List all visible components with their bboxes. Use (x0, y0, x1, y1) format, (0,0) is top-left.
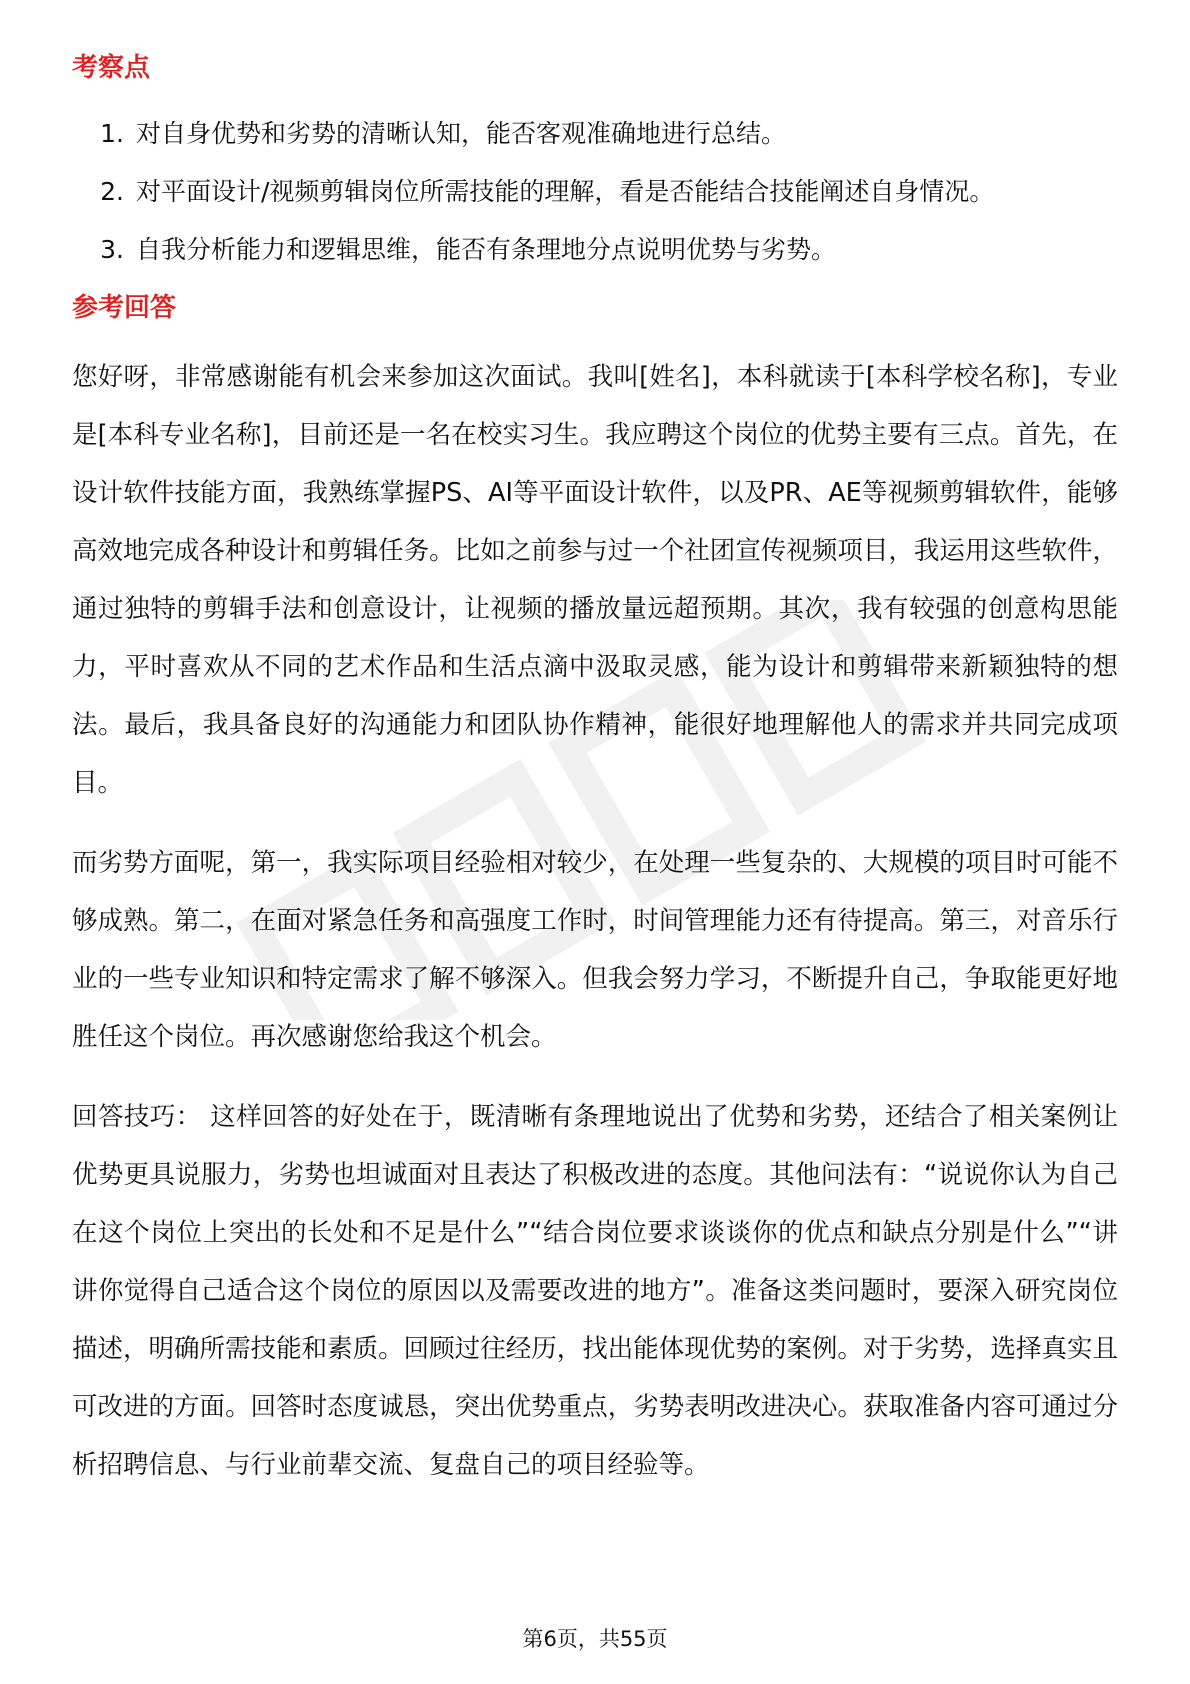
list-number: 3. (100, 235, 124, 264)
list-text: 自我分析能力和逻辑思维，能否有条理地分点说明优势与劣势。 (136, 235, 837, 264)
answer-paragraph-strengths: 您好呀，非常感谢能有机会来参加这次面试。我叫[姓名]，本科就读于[本科学校名称]，专业是[本科专业名称]，目前还是一名在校实习生。我应聘这个岗位的优势主要有三点。首先，在设计软件技能方面，我熟练掌握PS、AI等平面设计软件，以及PR、AE等视频剪辑软件，能够高效地完成各种设计和剪辑任务。比如之前参与过一个社团宣传视频项目，我运用这些软件，通过独特的剪辑手法和创意设计，让视频的播放量远超预期。其次，我有较强的创意构思能力，平时喜欢从不同的艺术作品和生活点滴中汲取灵感，能为设计和剪辑带来新颖独特的想法。最后，我具备良好的沟通能力和团队协作精神，能很好地理解他人的需求并共同完成项目。 (72, 362, 1118, 798)
answer-paragraph-weaknesses: 而劣势方面呢，第一，我实际项目经验相对较少，在处理一些复杂的、大规模的项目时可能不够成熟。第二，在面对紧急任务和高强度工作时，时间管理能力还有待提高。第三，对音乐行业的一些专业知识和特定需求了解不够深入。但我会努力学习，不断提升自己，争取能更好地胜任这个岗位。再次感谢您给我这个机会。 (72, 848, 1118, 1052)
reference-answer-heading: 参考回答 (72, 293, 177, 323)
exam-points-heading: 考察点 (72, 53, 151, 83)
tips-label: 回答技巧： (72, 1102, 202, 1132)
page-number-footer: 第6页，共55页 (522, 1627, 668, 1651)
list-item (72, 116, 1118, 152)
list-number: 2. (100, 177, 124, 206)
content-area (72, 50, 1118, 1516)
list-number: 1. (100, 119, 124, 148)
list-text: 对自身优势和劣势的清晰认知，能否客观准确地进行总结。 (136, 119, 787, 148)
exam-points-list (72, 116, 1118, 268)
tips-paragraph (72, 1088, 1118, 1494)
list-text: 对平面设计/视频剪辑岗位所需技能的理解，看是否能结合技能阐述自身情况。 (136, 177, 995, 206)
list-item (72, 232, 1118, 268)
list-item (72, 174, 1118, 210)
tips-text: 这样回答的好处在于，既清晰有条理地说出了优势和劣势，还结合了相关案例让优势更具说服力，劣势也坦诚面对且表达了积极改进的态度。其他问法有：“说说你认为自己在这个岗位上突出的长处和不足是什么”“结合岗位要求谈谈你的优点和缺点分别是什么”“讲讲你觉得自己适合这个岗位的原因以及需要改进的地方”。准备这类问题时，要深入研究岗位描述，明确所需技能和素质。回顾过往经历，找出能体现优势的案例。对于劣势，选择真实且可改进的方面。回答时态度诚恳，突出优势重点，劣势表明改进决心。获取准备内容可通过分析招聘信息、与行业前辈交流、复盘自己的项目经验等。 (72, 1102, 1118, 1480)
